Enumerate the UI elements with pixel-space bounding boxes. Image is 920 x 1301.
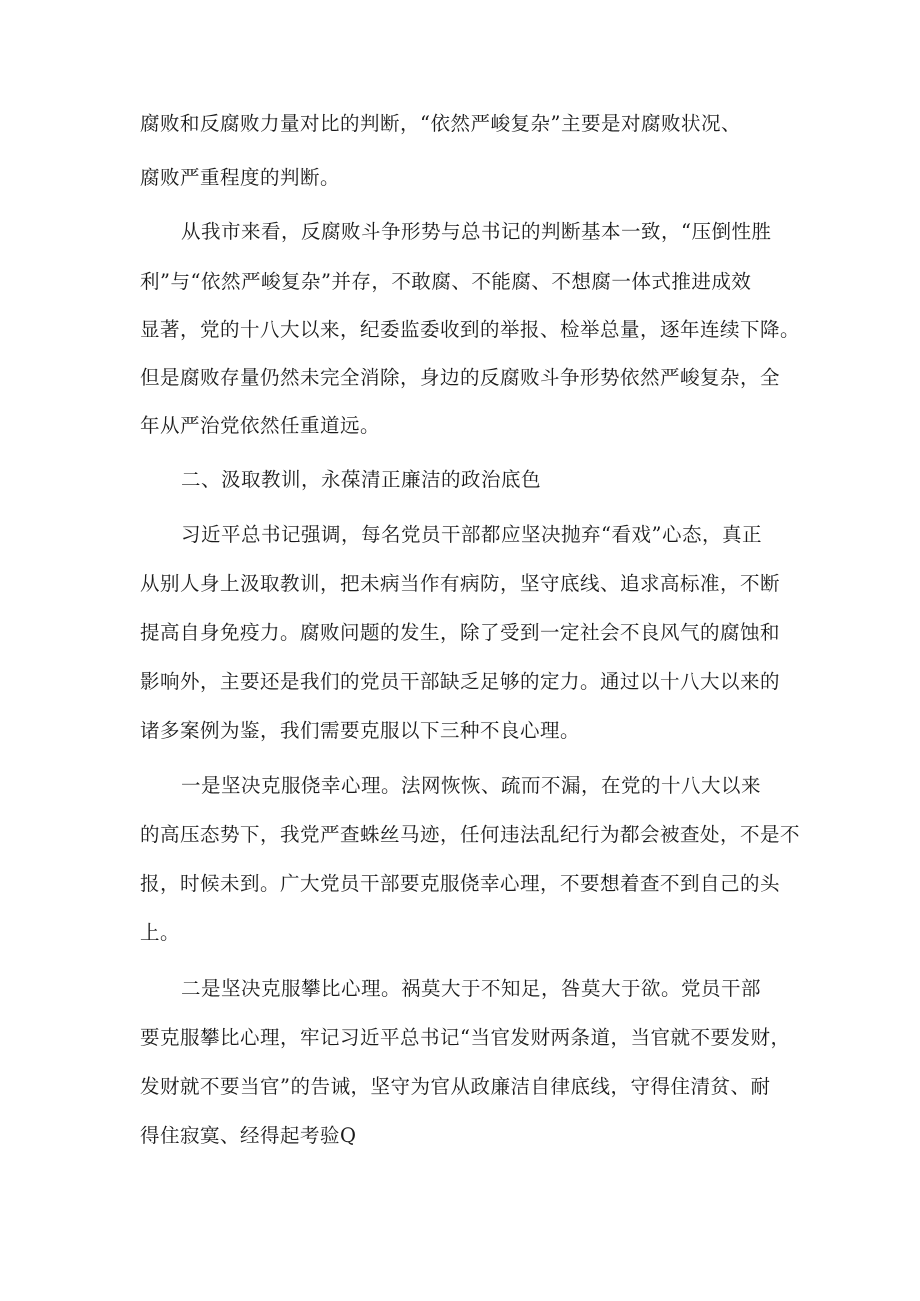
text-line: 要克服攀比心理，牢记习近平总书记“当官发财两条道，当官就不要发财， xyxy=(140,1026,791,1049)
paragraph-start: 习近平总书记强调，每名党员干部都应坚决抛弃“看戏”心态，真正 xyxy=(181,523,762,546)
text-line: 显著，党的十八大以来，纪委监委收到的举报、检举总量，逐年连续下降。 xyxy=(140,318,801,341)
text-line: 的高压态势下，我党严查蛛丝马迹，任何违法乱纪行为都会被查处，不是不 xyxy=(140,823,801,846)
text-line: 提高自身免疫力。腐败问题的发生，除了受到一定社会不良风气的腐蚀和 xyxy=(140,621,781,644)
text-line: 腐败和反腐败力量对比的判断，“依然严峻复杂”主要是对腐败状况、 xyxy=(140,112,741,135)
text-line: 从别人身上汲取教训，把未病当作有病防，坚守底线、追求高标准，不断 xyxy=(140,572,781,595)
text-line: 利”与“依然严峻复杂”并存，不敢腐、不能腐、不想腐一体式推进成效 xyxy=(140,270,752,293)
text-line: 发财就不要当官”的告诫，坚守为官从政廉洁自律底线，守得住清贫、耐 xyxy=(140,1075,771,1098)
section-heading: 二、汲取教训，永葆清正廉洁的政治底色 xyxy=(181,468,542,491)
text-line: 年从严治党依然任重道远。 xyxy=(140,414,381,437)
text-line: 但是腐败存量仍然未完全消除，身边的反腐败斗争形势依然严峻复杂，全 xyxy=(140,366,781,389)
text-line: 上。 xyxy=(140,921,181,944)
text-line: 腐败严重程度的判断。 xyxy=(140,166,341,189)
paragraph-start: 一是坚决克服侥幸心理。法网恢恢、疏而不漏，在党的十八大以来 xyxy=(181,774,762,797)
text-line: 得住寂寞、经得起考验Q xyxy=(140,1124,357,1147)
text-line: 报，时候未到。广大党员干部要克服侥幸心理，不要想着查不到自己的头 xyxy=(140,872,781,895)
paragraph-start: 二是坚决克服攀比心理。祸莫大于不知足，咎莫大于欲。党员干部 xyxy=(181,977,762,1000)
text-line: 诸多案例为鉴，我们需要克服以下三种不良心理。 xyxy=(140,719,581,742)
text-line: 影响外，主要还是我们的党员干部缺乏足够的定力。通过以十八大以来的 xyxy=(140,670,781,693)
paragraph-start: 从我市来看，反腐败斗争形势与总书记的判断基本一致，“压倒性胜 xyxy=(181,220,772,243)
